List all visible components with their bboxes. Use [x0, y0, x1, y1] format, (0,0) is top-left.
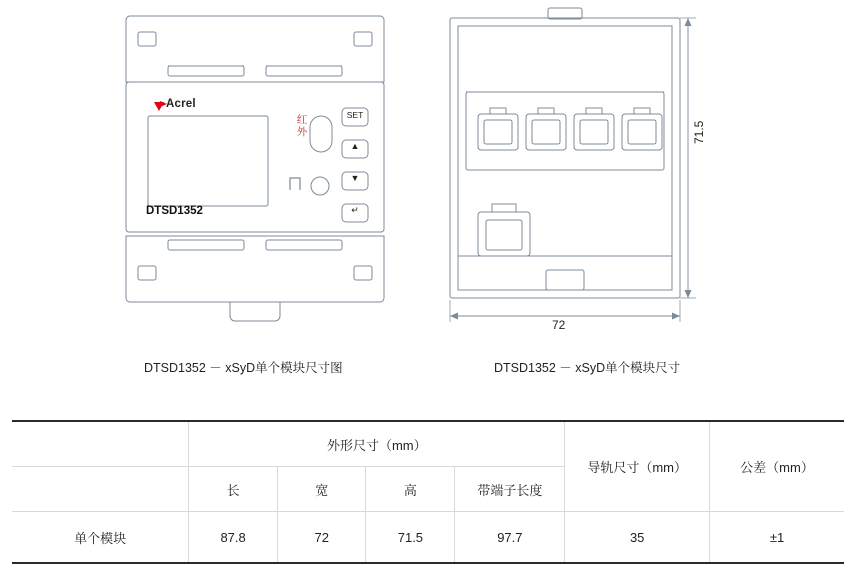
set-button-label[interactable]: SET	[346, 110, 364, 120]
table-header-row-1	[12, 421, 844, 467]
enter-button-label[interactable]: ↵	[351, 205, 359, 215]
group-header-outer-dimensions: 外形尺寸（mm）	[189, 421, 565, 467]
empty-corner-cell-2	[12, 467, 189, 512]
header-rail-size: 导轨尺寸（mm）	[565, 421, 710, 512]
row-name-single-module: 单个模块	[12, 512, 189, 564]
cell-length: 87.8	[189, 512, 278, 564]
dimensions-table-wrapper	[12, 420, 844, 564]
brand-text: Acrel	[166, 98, 196, 110]
empty-corner-cell	[12, 421, 189, 467]
table-row	[12, 512, 844, 564]
width-dimension-label: 72	[552, 318, 566, 332]
header-width: 宽	[278, 467, 366, 512]
cell-height: 71.5	[366, 512, 455, 564]
side-view-svg	[420, 4, 730, 334]
up-button-label[interactable]: ▲	[350, 141, 360, 151]
header-tolerance: 公差（mm）	[710, 421, 845, 512]
model-label: DTSD1352	[146, 205, 203, 217]
cell-rail: 35	[565, 512, 710, 564]
front-view-drawing	[110, 4, 400, 334]
header-with-terminal: 带端子长度	[455, 467, 565, 512]
cell-width: 72	[278, 512, 366, 564]
side-view-drawing	[420, 4, 730, 334]
infrared-label: 红外	[296, 114, 308, 138]
header-height: 高	[366, 467, 455, 512]
front-view-caption: DTSD1352 － xSyD单个模块尺寸图	[144, 361, 343, 375]
dimensions-table	[12, 420, 844, 564]
front-view-svg	[110, 4, 400, 334]
cell-tolerance: ±1	[710, 512, 845, 564]
height-dimension-label: 71.5	[692, 120, 706, 144]
down-button-label[interactable]: ▼	[350, 173, 360, 183]
side-view-caption: DTSD1352 － xSyD单个模块尺寸	[494, 361, 681, 375]
header-length: 长	[189, 467, 278, 512]
cell-with-terminal: 97.7	[455, 512, 565, 564]
